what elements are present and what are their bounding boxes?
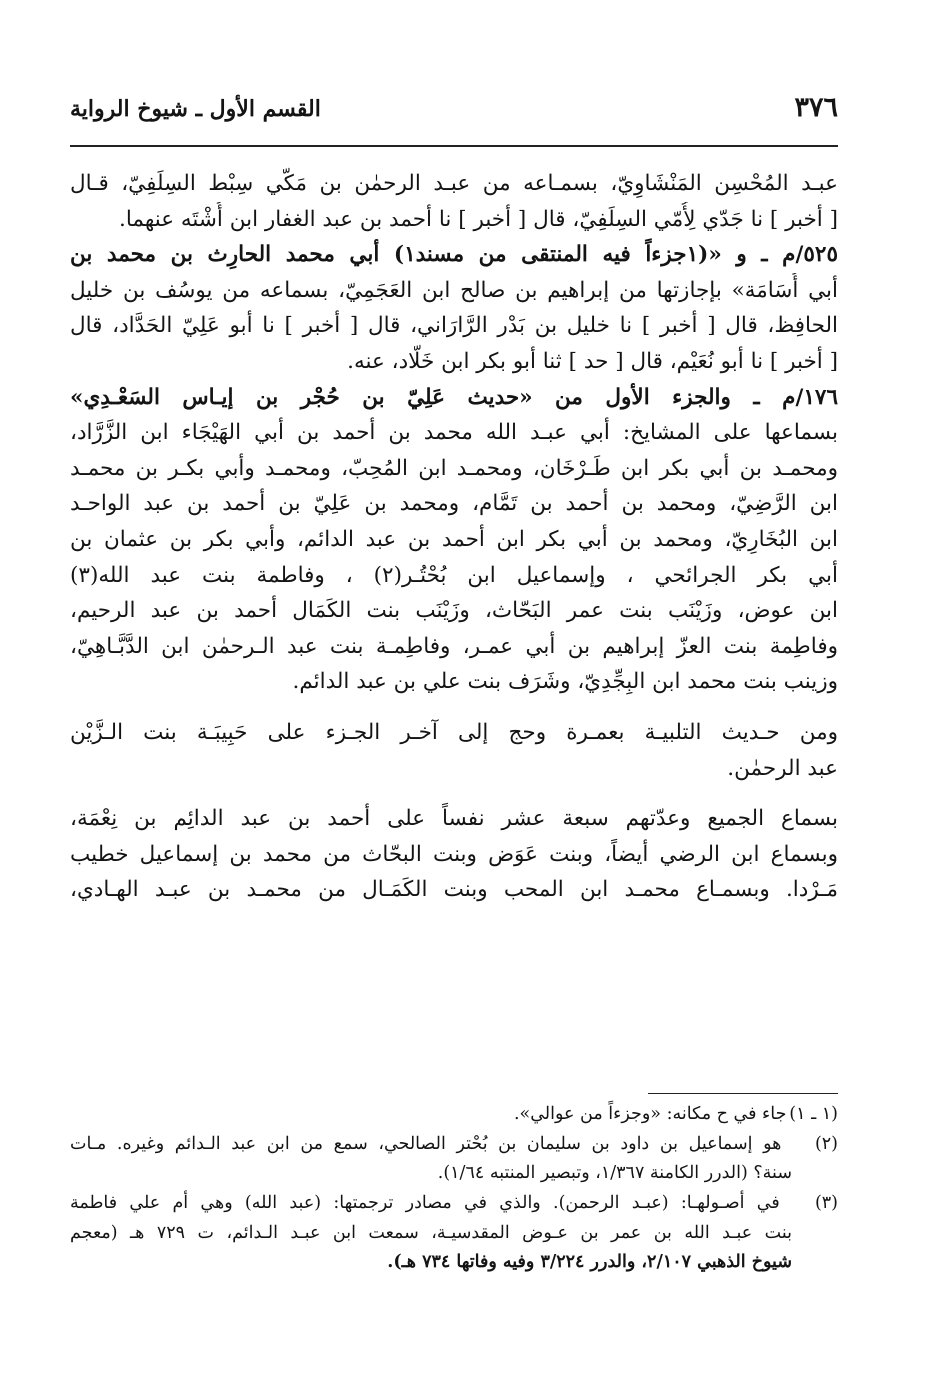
entry-heading-176: ١٧٦/م ـ والجزء الأول من «حديث عَلِيّ بن حُجْر بن إيـاس السَعْـدِي»: [70, 384, 838, 410]
text-line: ابن عوض، وزَيْنَب بنت عمر البَحّاث، وزَيْنَب بنت الكَمَال أحمد بن عبد الرحيم،: [70, 598, 838, 624]
footnote-3: [70, 1189, 838, 1219]
footnote-1: [70, 1100, 838, 1130]
text-line: [ أخبر ] نا أبو نُعَيْم، قال [ حد ] ثنا أبو بكر ابن خَلّاد، عنه.: [347, 348, 838, 374]
text-line: وبسماع ابن الرضي أيضاً، وبنت عَوَض وبنت البحّاث من محمد بن إسماعيل خطيب: [70, 841, 838, 867]
footnotes: [70, 1100, 838, 1278]
footnote-number: (١ ـ ١): [789, 1104, 838, 1124]
text-line: أبي بكر الجرائحي ، وإسماعيل ابن بُحْتُـر(٢) ، وفاطمة بنت عبد الله(٣): [70, 562, 838, 588]
entry-heading-525: ٥٢٥/م ـ و «(١جزءاً فيه المنتقى من مسند١) أبي محمد الحارِث بن محمد بن: [70, 242, 838, 268]
text-line: الحافِظ، قال [ أخبر ] نا خليل بن بَدْر الرَّارَاني، قال [ أخبر ] نا أبو عَلِيّ الحَدَّاد، قال: [70, 313, 838, 339]
text-line: [ أخبر ] نا جَدّي لِأُمّي السِلَفِيّ، قال [ أخبر ] نا أحمد بن عبد الغفار ابن أُشْتَه عنهما.: [119, 206, 838, 232]
text-line: عبـد المُحْسِن المَنْشَاوِيّ، بسمـاعه من عبـد الرحمٰن بن مَكّي سِبْط السِلَفِيّ، قـال: [70, 171, 838, 196]
text-line: أبي أُسَامَة» بإجازتها من إبراهيم بن صالح ابن العَجَمِيّ، بسماعه من يوسُف بن خليل: [70, 277, 838, 303]
text-line: ابن الرَّضِيّ، ومحمد بن أحمد بن تَمَّام، ومحمد بن عَلِيّ بن أحمد بن عبد الواحـد: [70, 491, 838, 517]
footnote-text: شيوخ الذهبي ٢/١٠٧، والدرر ٣/٢٢٤ وفيه وفاتها ٧٣٤ هـ).: [387, 1252, 792, 1273]
footnote-text: هو إسماعيل بن داود بن سليمان بن بُحْتر الصالحي، سمع من ابن عبد الـدائم وغيره. مـات: [70, 1133, 782, 1154]
main-text: [70, 166, 838, 908]
header-rule: [70, 145, 838, 147]
footnote-rule: [648, 1093, 838, 1094]
footnote-text: سنة؟ (الدرر الكامنة ١/٣٦٧، وتبصير المنتبه ١/٦٤).: [437, 1163, 792, 1184]
text-line: مَـرْدا. وبسمـاع محمـد ابن المحب وبنت الكَمَـال من محمـد بن عبـد الهـادي،: [70, 877, 838, 903]
text-line: ومحمـد بن أبي بكر ابن طَـرْخَان، ومحمـد ابن المُحِبّ، ومحمـد وأبي بكـر بن محمـد: [70, 455, 838, 481]
footnote-text: جاء في ح مكانه: «وجزءاً من عوالي».: [513, 1104, 787, 1124]
footnote-2: [70, 1130, 838, 1160]
footnote-number: (٣): [814, 1193, 838, 1214]
footnote-number: (٢): [814, 1133, 838, 1154]
footnote-text: في أصـولهـا: (عبـد الرحمن). والذي في مصادر ترجمتها: (عبد الله) وهي أم علي فاطمة: [70, 1193, 780, 1214]
page-number: ٣٧٦: [794, 92, 838, 123]
text-line: وزينب بنت محمد ابن البِجِّدِيّ، وشَرَف بنت علي بن عبد الدائم.: [292, 669, 838, 695]
text-line: ومن حـديث التلبيـة بعمـرة وحج إلى آخـر الجـزء على حَبِيبَـة بنت الـزَّيْن: [70, 719, 838, 745]
text-line: عبد الرحمٰن.: [727, 755, 838, 781]
text-line: بسماعها على المشايخ: أبي عبـد الله محمد بن أحمد بن أبي الهَيْجَاء ابن الزَّرَّاد،: [70, 420, 838, 446]
text-line: ابن البُخَارِيّ، ومحمد بن أبي بكر ابن أحمد بن عبد الدائم، وأبي بكر بن عثمان بن: [70, 526, 838, 552]
running-title: القسم الأول ـ شيوخ الرواية: [70, 96, 321, 122]
running-header: [70, 92, 838, 132]
text-line: بسماع الجميع وعدّتهم سبعة عشر نفساً على أحمد بن عبد الدائِم بن نِعْمَة،: [70, 806, 838, 832]
footnote-text: بنت عبـد الله بن عمر بن عـوض المقدسيـة، سمعت ابن عبـد الـدائم، ت ٧٢٩ هـ (معجم: [70, 1222, 792, 1243]
text-line: وفاطِمة بنت العزّ إبراهيم بن أبي عمـر، وفاطِمـة بنت عبد الـرحمٰن ابن الدَّبَّـاهِيّ،: [70, 633, 838, 659]
